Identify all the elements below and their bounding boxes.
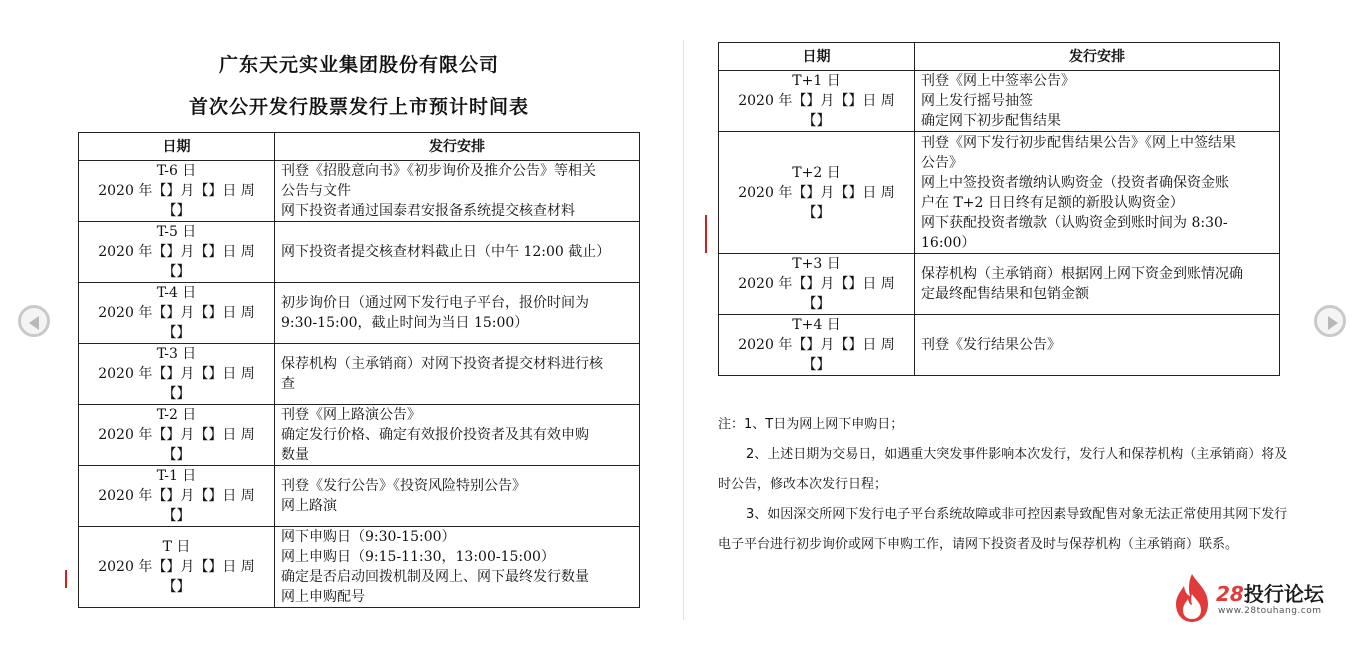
arrangement-cell bbox=[275, 527, 640, 608]
page-divider bbox=[683, 40, 684, 620]
arrangement-line: 刊登《发行结果公告》 bbox=[921, 337, 1061, 353]
note-1: 注：1、T日为网上网下申购日； bbox=[718, 417, 904, 432]
date-cell bbox=[719, 315, 915, 376]
weekday-placeholder: 【】 bbox=[162, 447, 191, 463]
calendar-date: 2020 年【】月【】日 周 bbox=[738, 337, 895, 353]
arrangement-line: 刊登《发行公告》《投资风险特别公告》 bbox=[281, 478, 526, 494]
date-cell bbox=[719, 132, 915, 254]
date-cell bbox=[79, 161, 275, 222]
forum-watermark bbox=[1168, 568, 1348, 628]
calendar-date: 2020 年【】月【】日 周 bbox=[738, 184, 895, 201]
schedule-row bbox=[719, 254, 1280, 315]
date-cell bbox=[79, 222, 275, 283]
arrangement-line: 初步询价日（通过网下发行电子平台，报价时间为 bbox=[281, 295, 589, 311]
arrangement-cell bbox=[915, 315, 1280, 376]
schedule-table-right bbox=[718, 42, 1280, 376]
weekday-placeholder: 【】 bbox=[162, 579, 191, 595]
table-header-row bbox=[79, 133, 640, 161]
arrangement-cell bbox=[275, 344, 640, 405]
header-arrangement: 发行安排 bbox=[275, 133, 640, 161]
calendar-date: 2020 年【】月【】日 周 bbox=[98, 244, 255, 260]
arrangement-line: 网下申购日（9:30-15:00） bbox=[281, 529, 456, 545]
arrangement-line: 网上发行摇号抽签 bbox=[921, 93, 1033, 109]
arrangement-cell bbox=[275, 466, 640, 527]
arrangement-line: 查 bbox=[281, 376, 295, 392]
calendar-date: 2020 年【】月【】日 周 bbox=[98, 305, 255, 321]
weekday-placeholder: 【】 bbox=[802, 357, 831, 373]
header-date: 日期 bbox=[719, 43, 915, 71]
arrangement-cell bbox=[915, 71, 1280, 132]
flame-logo-icon bbox=[1172, 572, 1212, 624]
weekday-placeholder: 【】 bbox=[162, 508, 191, 524]
table-header-row bbox=[719, 43, 1280, 71]
calendar-date: 2020 年【】月【】日 周 bbox=[738, 276, 895, 292]
trading-day-label: T 日 bbox=[162, 539, 191, 555]
date-cell bbox=[79, 344, 275, 405]
trading-day-label: T-1 日 bbox=[156, 468, 197, 484]
red-cursor-mark bbox=[705, 215, 707, 253]
arrangement-line: 网上申购日（9:15-11:30，13:00-15:00） bbox=[281, 549, 555, 565]
watermark-brand bbox=[1216, 578, 1324, 607]
date-cell bbox=[79, 405, 275, 466]
arrangement-line: 确定网下初步配售结果 bbox=[921, 113, 1061, 129]
document-title-line1: 广东天元实业集团股份有限公司 bbox=[218, 54, 499, 76]
left-page bbox=[60, 0, 660, 645]
document-title-line2: 首次公开发行股票发行上市预计时间表 bbox=[188, 96, 529, 118]
arrangement-line: 网下获配投资者缴款（认购资金到账时间为 8:30- bbox=[921, 214, 1228, 231]
arrangement-cell bbox=[915, 254, 1280, 315]
arrangement-line: 保荐机构（主承销商）根据网上网下资金到账情况确 bbox=[921, 266, 1243, 282]
note-2: 2、上述日期为交易日，如遇重大突发事件影响本次发行，发行人和保荐机构（主承销商）将及时公告，修改本次发行日程； bbox=[718, 447, 1288, 492]
arrangement-line: 定最终配售结果和包销金额 bbox=[921, 286, 1089, 302]
arrangement-line: 刊登《网上路演公告》 bbox=[281, 407, 421, 423]
date-cell bbox=[719, 71, 915, 132]
date-cell bbox=[79, 527, 275, 608]
trading-day-label: T+3 日 bbox=[792, 256, 841, 272]
trading-day-label: T-5 日 bbox=[156, 224, 197, 240]
chevron-right-icon bbox=[1328, 316, 1338, 330]
calendar-date: 2020 年【】月【】日 周 bbox=[98, 427, 255, 443]
trading-day-label: T+2 日 bbox=[792, 164, 841, 181]
note-3: 3、如因深交所网下发行电子平台系统故障或非可控因素导致配售对象无法正常使用其网下发行电子平台进行初步询价或网下申购工作，请网下投资者及时与保荐机构（主承销商）联系。 bbox=[718, 507, 1288, 552]
schedule-row bbox=[79, 283, 640, 344]
date-cell bbox=[719, 254, 915, 315]
red-cursor-mark bbox=[65, 570, 67, 588]
schedule-row bbox=[79, 344, 640, 405]
arrangement-cell bbox=[275, 161, 640, 222]
calendar-date: 2020 年【】月【】日 周 bbox=[98, 183, 255, 199]
calendar-date: 2020 年【】月【】日 周 bbox=[98, 366, 255, 382]
arrangement-line: 数量 bbox=[281, 447, 309, 463]
arrangement-cell bbox=[275, 405, 640, 466]
watermark-name: 投行论坛 bbox=[1243, 582, 1324, 606]
arrangement-line: 刊登《网下发行初步配售结果公告》《网上中签结果 bbox=[921, 134, 1236, 151]
weekday-placeholder: 【】 bbox=[162, 264, 191, 280]
arrangement-line: 9:30-15:00，截止时间为当日 15:00） bbox=[281, 315, 529, 331]
arrangement-line: 网下投资者通过国泰君安报备系统提交核查材料 bbox=[281, 203, 575, 219]
trading-day-label: T+1 日 bbox=[792, 73, 841, 89]
arrangement-line: 户在 T+2 日日终有足额的新股认购资金） bbox=[921, 194, 1184, 211]
weekday-placeholder: 【】 bbox=[802, 204, 831, 221]
arrangement-line: 刊登《招股意向书》《初步询价及推介公告》等相关 bbox=[281, 163, 596, 179]
arrangement-line: 确定发行价格、确定有效报价投资者及其有效申购 bbox=[281, 427, 589, 443]
calendar-date: 2020 年【】月【】日 周 bbox=[98, 559, 255, 575]
schedule-row bbox=[719, 315, 1280, 376]
arrangement-line: 公告与文件 bbox=[281, 183, 351, 199]
arrangement-line: 保荐机构（主承销商）对网下投资者提交材料进行核 bbox=[281, 356, 603, 372]
arrangement-line: 刊登《网上中签率公告》 bbox=[921, 73, 1075, 89]
date-cell bbox=[79, 466, 275, 527]
arrangement-line: 确定是否启动回拨机制及网上、网下最终发行数量 bbox=[281, 569, 589, 585]
trading-day-label: T-2 日 bbox=[156, 407, 197, 423]
arrangement-line: 16:00） bbox=[921, 234, 976, 251]
header-date: 日期 bbox=[79, 133, 275, 161]
schedule-row bbox=[79, 527, 640, 608]
arrangement-line: 公告》 bbox=[921, 154, 963, 171]
schedule-row bbox=[79, 222, 640, 283]
trading-day-label: T-6 日 bbox=[156, 163, 197, 179]
chevron-left-icon bbox=[29, 316, 39, 330]
watermark-url: www.28touhang.com bbox=[1218, 606, 1322, 616]
date-cell bbox=[79, 283, 275, 344]
header-arrangement: 发行安排 bbox=[915, 43, 1280, 71]
schedule-row bbox=[79, 161, 640, 222]
watermark-number: 28 bbox=[1216, 582, 1244, 606]
arrangement-cell bbox=[275, 222, 640, 283]
trading-day-label: T-4 日 bbox=[156, 285, 197, 301]
weekday-placeholder: 【】 bbox=[162, 325, 191, 341]
calendar-date: 2020 年【】月【】日 周 bbox=[98, 488, 255, 504]
right-page bbox=[700, 0, 1300, 645]
arrangement-cell bbox=[275, 283, 640, 344]
arrangement-line: 网下投资者提交核查材料截止日（中午 12:00 截止） bbox=[281, 244, 611, 260]
weekday-placeholder: 【】 bbox=[162, 386, 191, 402]
calendar-date: 2020 年【】月【】日 周 bbox=[738, 93, 895, 109]
schedule-row bbox=[719, 132, 1280, 254]
weekday-placeholder: 【】 bbox=[802, 296, 831, 312]
arrangement-cell bbox=[915, 132, 1280, 254]
trading-day-label: T-3 日 bbox=[156, 346, 197, 362]
trading-day-label: T+4 日 bbox=[792, 317, 841, 333]
schedule-row bbox=[79, 466, 640, 527]
weekday-placeholder: 【】 bbox=[162, 203, 191, 219]
prev-page-button[interactable] bbox=[18, 305, 50, 337]
schedule-row bbox=[79, 405, 640, 466]
schedule-row bbox=[719, 71, 1280, 132]
weekday-placeholder: 【】 bbox=[802, 113, 831, 129]
arrangement-line: 网上路演 bbox=[281, 498, 337, 514]
schedule-table-left bbox=[78, 132, 640, 608]
arrangement-line: 网上申购配号 bbox=[281, 589, 365, 605]
arrangement-line: 网上中签投资者缴纳认购资金（投资者确保资金账 bbox=[921, 174, 1229, 191]
next-page-button[interactable] bbox=[1314, 305, 1346, 337]
notes bbox=[718, 410, 1288, 560]
